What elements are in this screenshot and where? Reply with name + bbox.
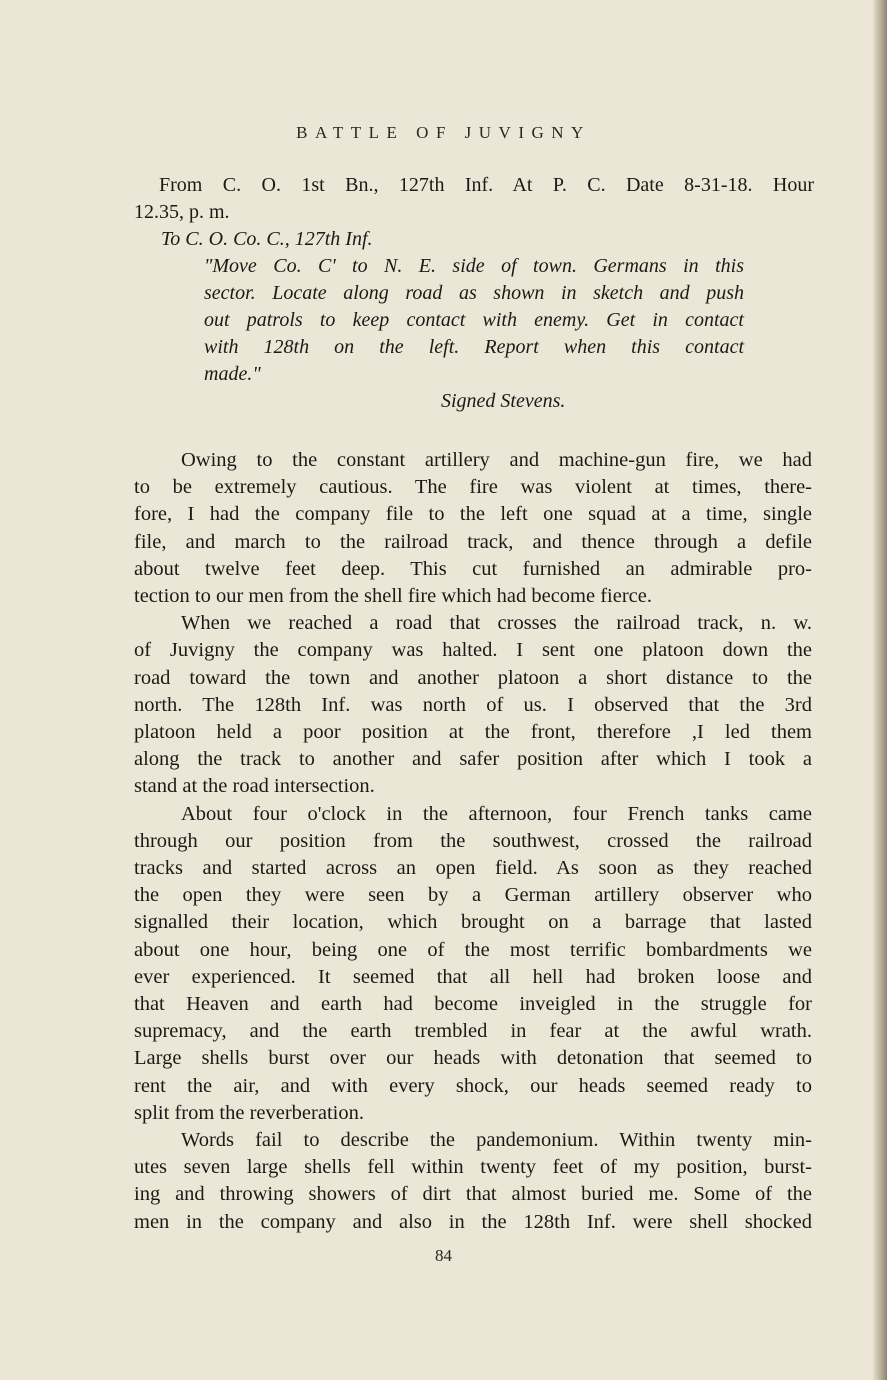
text-line: Words fail to describe the pandemonium. Within twenty min- <box>181 1129 812 1152</box>
quote-line: made." <box>204 363 261 385</box>
text-line: ever experienced. It seemed that all hell had broken loose and <box>134 965 812 988</box>
text-line: Large shells burst over our heads with detonation that seemed to <box>134 1047 812 1070</box>
text-line: signalled their location, which brought on a barrage that lasted <box>134 911 812 934</box>
running-head: BATTLE OF JUVIGNY <box>296 123 591 142</box>
text-line: About four o'clock in the afternoon, four French tanks came <box>181 802 812 825</box>
text-line: of Juvigny the company was halted. I sent one platoon down the <box>134 639 812 662</box>
text-line: file, and march to the railroad track, and thence through a defile <box>134 530 812 553</box>
paragraph <box>134 801 812 1127</box>
text-line: north. The 128th Inf. was north of us. I observed that the 3rd <box>134 693 812 716</box>
field-message <box>134 172 814 415</box>
text-line: When we reached a road that crosses the railroad track, n. w. <box>181 612 812 635</box>
message-signature: Signed Stevens. <box>441 390 566 412</box>
text-line: about one hour, being one of the most terrific bombardments we <box>134 938 812 961</box>
quote-line: "Move Co. C' to N. E. side of town. Germans in this <box>204 255 744 277</box>
text-line: fore, I had the company file to the left one squad at a time, single <box>134 503 812 526</box>
message-quote <box>204 253 744 388</box>
text-line: the open they were seen by a German artillery observer who <box>134 884 812 907</box>
text-line: ing and throwing showers of dirt that almost buried me. Some of the <box>134 1183 812 1206</box>
text-line: stand at the road intersection. <box>134 775 375 798</box>
text-line: Owing to the constant artillery and machine-gun fire, we had <box>181 449 812 471</box>
page-edge <box>873 0 887 1380</box>
paragraph <box>134 1127 812 1236</box>
quote-line: with 128th on the left. Report when this contact <box>204 336 744 358</box>
text-line: rent the air, and with every shock, our heads seemed ready to <box>134 1074 812 1097</box>
body-text <box>134 447 812 1236</box>
text-line: along the track to another and safer position after which I took a <box>134 748 812 771</box>
text-line: tection to our men from the shell fire which had become fierce. <box>134 585 652 608</box>
message-header-line: From C. O. 1st Bn., 127th Inf. At P. C. Date 8-31-18. Hour <box>159 174 814 196</box>
quote-line: sector. Locate along road as shown in sketch and push <box>204 282 744 304</box>
text-line: split from the reverberation. <box>134 1101 364 1124</box>
paragraph <box>134 447 812 610</box>
text-line: platoon held a poor position at the front, therefore ,I led them <box>134 721 812 744</box>
text-line: tracks and started across an open field. As soon as they reached <box>134 857 812 880</box>
text-line: supremacy, and the earth trembled in fear at the awful wrath. <box>134 1020 812 1043</box>
text-line: that Heaven and earth had become inveigled in the struggle for <box>134 993 812 1016</box>
text-line: to be extremely cautious. The fire was violent at times, there- <box>134 476 812 499</box>
text-line: through our position from the southwest, crossed the railroad <box>134 829 812 852</box>
text-line: utes seven large shells fell within twenty feet of my position, burst- <box>134 1156 812 1179</box>
text-line: road toward the town and another platoon a short distance to the <box>134 666 812 689</box>
page-number: 84 <box>435 1246 452 1265</box>
paragraph <box>134 610 812 800</box>
quote-line: out patrols to keep contact with enemy. Get in contact <box>204 309 744 331</box>
text-line: men in the company and also in the 128th Inf. were shell shocked <box>134 1210 812 1233</box>
message-time-line: 12.35, p. m. <box>134 201 230 223</box>
message-recipient: To C. O. Co. C., 127th Inf. <box>161 228 373 250</box>
text-line: about twelve feet deep. This cut furnished an admirable pro- <box>134 557 812 580</box>
